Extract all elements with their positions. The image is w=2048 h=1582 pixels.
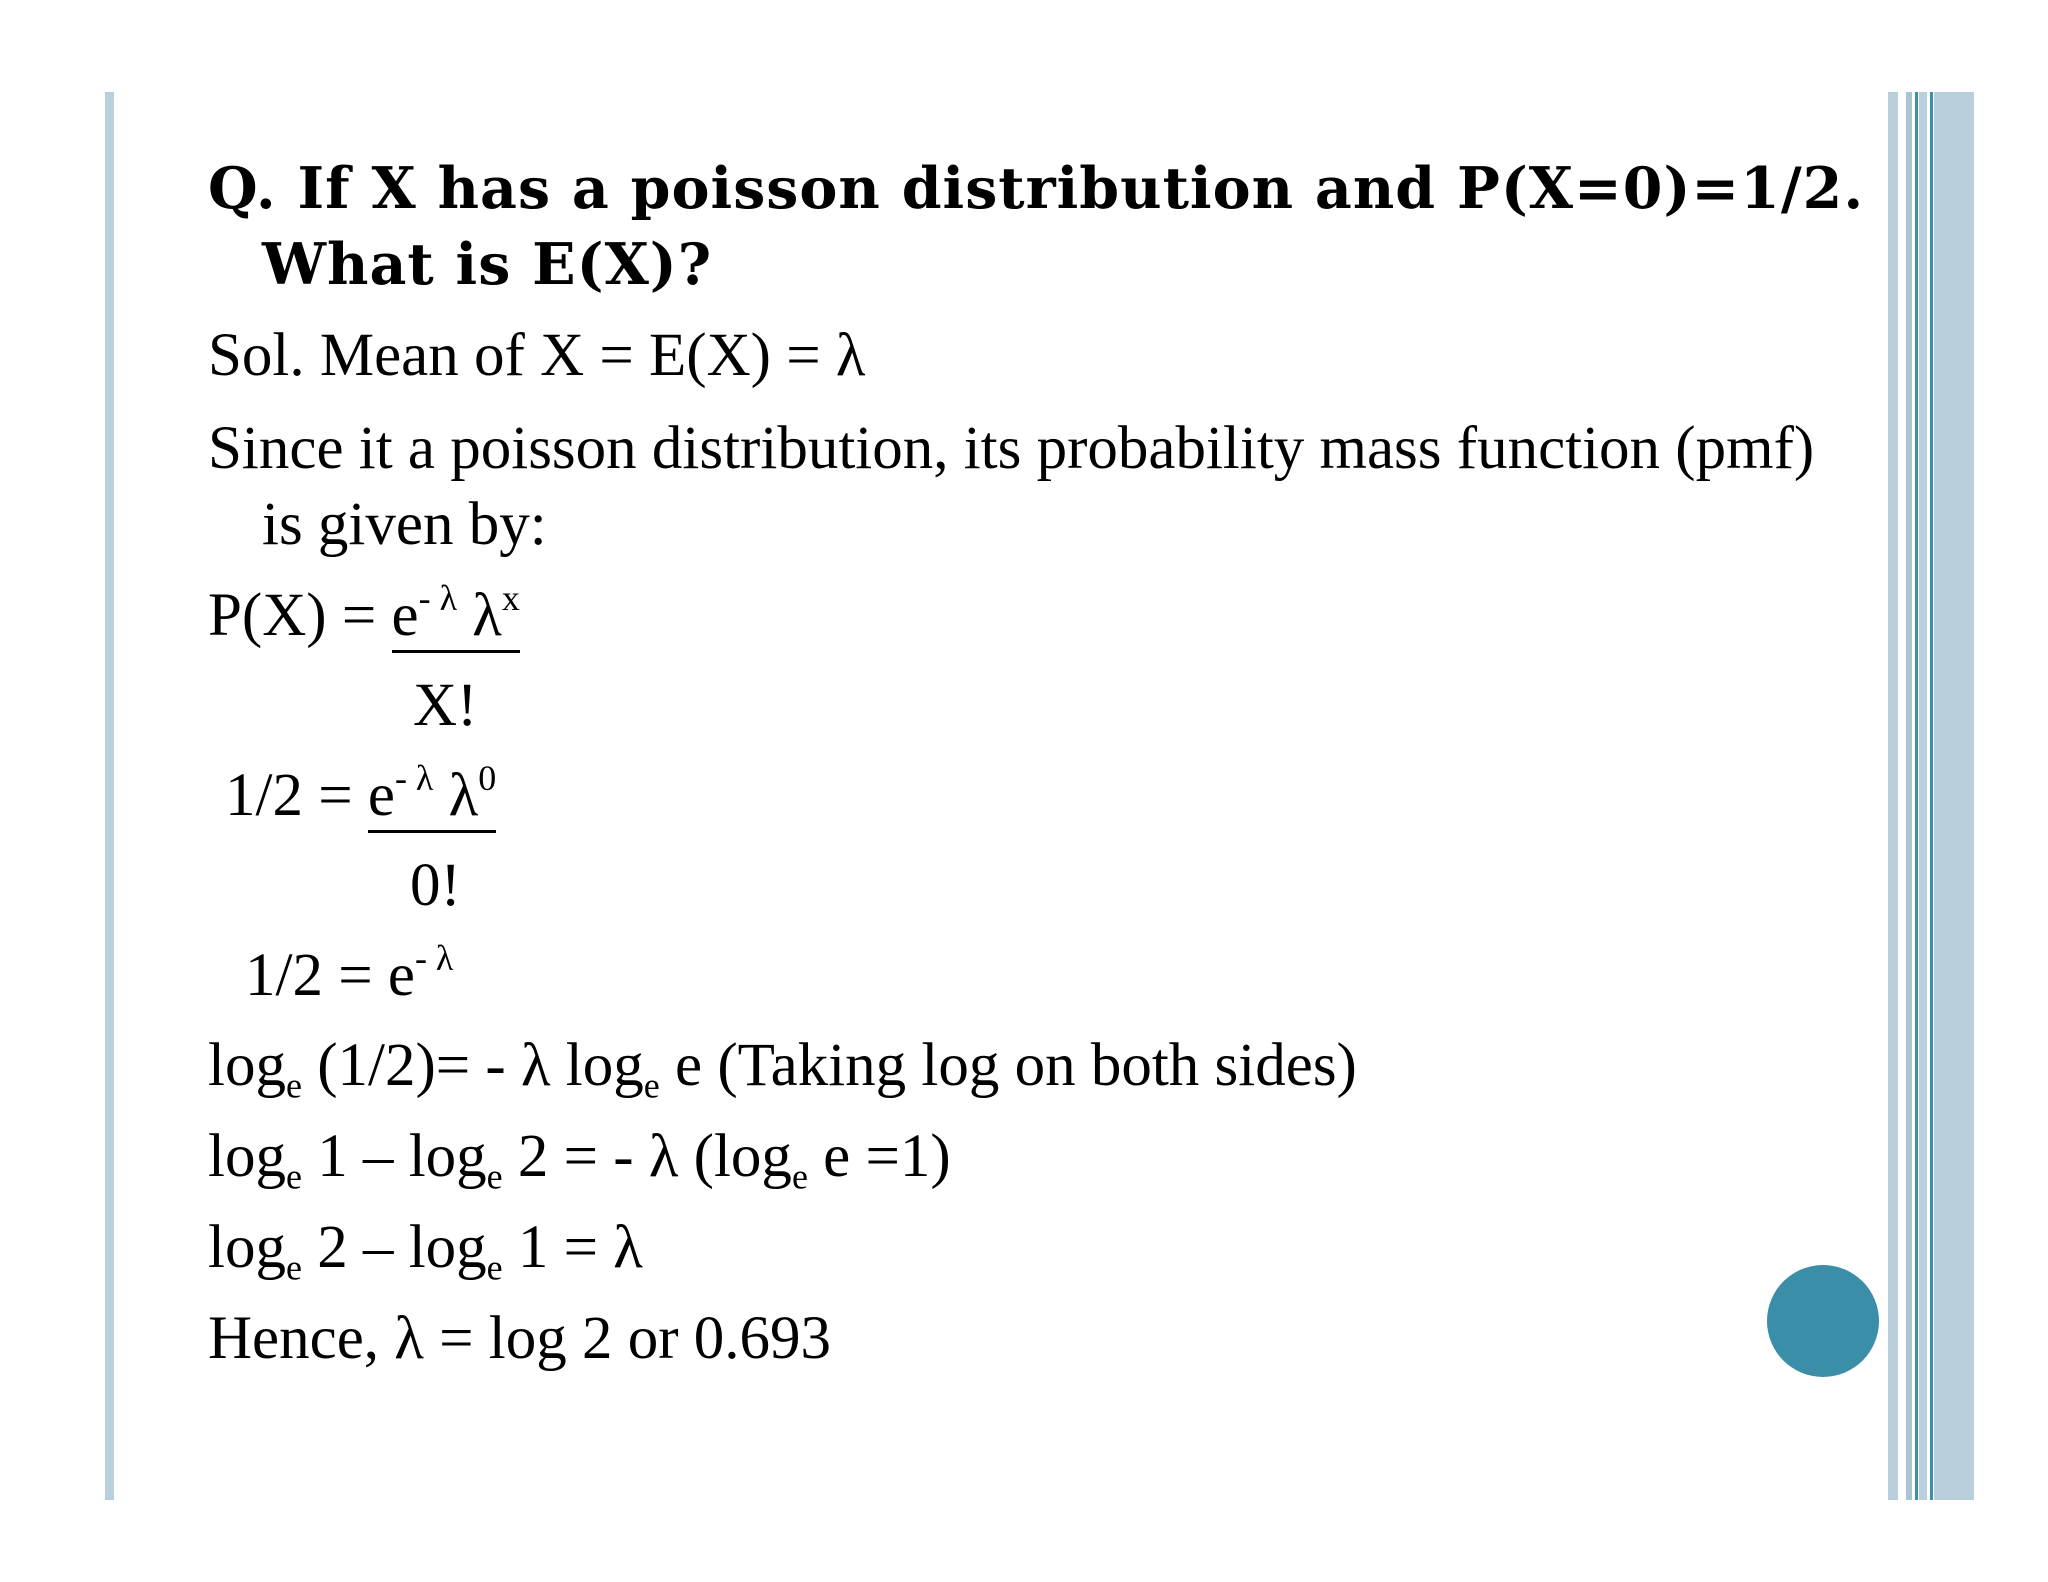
left-border-bar (105, 92, 114, 1500)
sub-denominator: 0! (410, 852, 461, 919)
pmf-formula (208, 577, 520, 653)
result-line: Hence, λ = log 2 or 0.693 (208, 1305, 832, 1372)
log-step-2: $\log_e 1 - \log_e 2$ = - λ ($\log_e$ e =1) (208, 1123, 951, 1197)
pmf-lhs: P(X) = (208, 582, 392, 649)
pmf-denominator: X! (413, 672, 478, 739)
substituted-equation (225, 757, 497, 833)
pmf-numerator: $e^{- \lambda}$ $\lambda^x$ (392, 585, 520, 653)
pmf-intro-line-2: is given by: (262, 491, 547, 558)
sub-numerator: $e^{- \lambda}$ $\lambda^0$ (368, 765, 496, 833)
question-line-2: What is E(X)? (262, 231, 713, 298)
question-line-1: Q. If X has a poisson distribution and P(X=0)=1/2. (208, 155, 1865, 222)
simplified-equation: $1/2 = e^{- \lambda}$ (245, 937, 454, 1009)
log-step-1: $\log_e (1/2)= - \lambda$ $\log_e e$ (Taking log on both sides) (208, 1032, 1357, 1106)
pmf-intro-line-1: Since it a poisson distribution, its probability mass function (pmf) (208, 415, 1815, 482)
right-decorative-stripes (1888, 92, 1974, 1500)
log-step-3: $\log_e 2 - \log_e 1 = \lambda$ (208, 1214, 643, 1288)
mean-line: Sol. Mean of X = E(X) = λ (208, 322, 866, 389)
decorative-circle (1767, 1265, 1879, 1377)
sub-lhs: 1/2 = (225, 762, 368, 829)
